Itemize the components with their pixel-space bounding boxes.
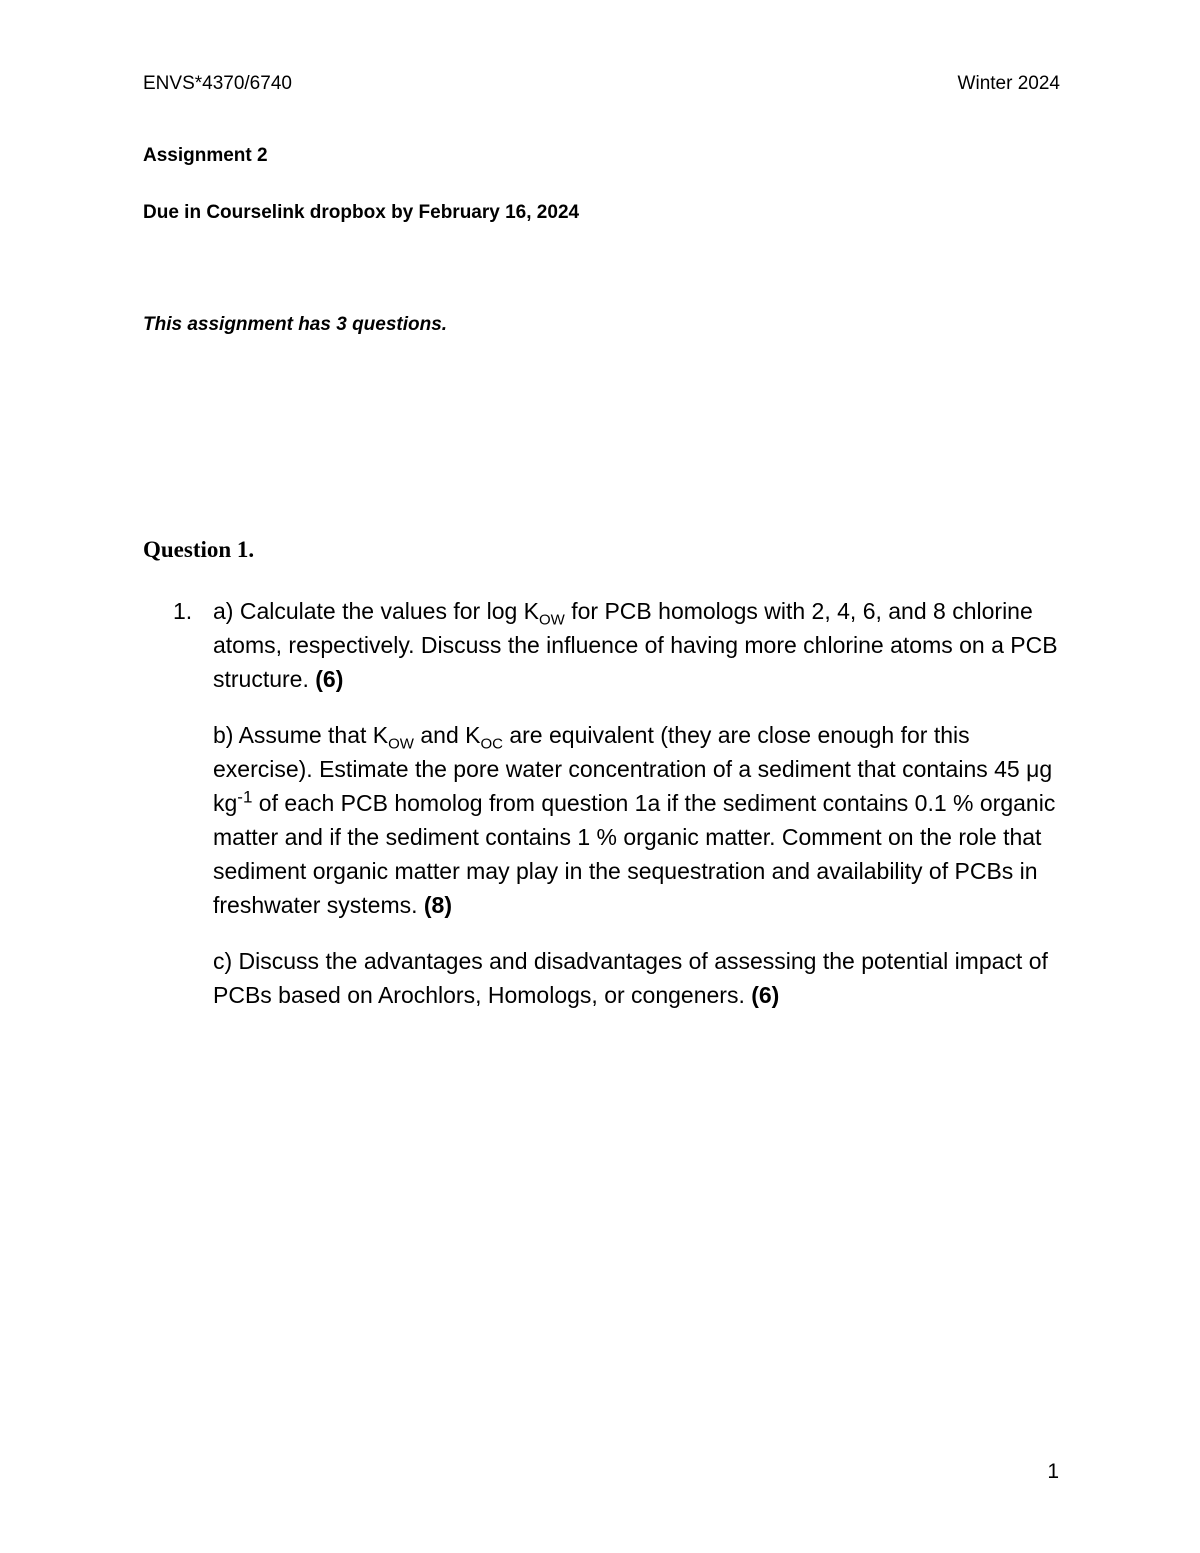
question-1-heading: Question 1. xyxy=(143,537,255,562)
question-count-note: This assignment has 3 questions. xyxy=(143,314,448,335)
part-a-marks: (6) xyxy=(315,666,344,692)
part-b xyxy=(213,718,1073,922)
list-number: 1. xyxy=(173,598,193,624)
part-b-marks: (8) xyxy=(423,892,453,918)
question-1-body xyxy=(213,594,1073,1034)
assignment-title: Assignment 2 xyxy=(143,145,268,166)
part-a xyxy=(213,594,1073,696)
part-c-text: c) Discuss the advantages and disadvantages of assessing the potential impact of PCBs based on Arochlors, Homologs, or congeners. (6) xyxy=(213,948,1048,1008)
part-b-text: b) Assume that $K_{OW}$ and $K_{OC}$ are equivalent (they are close enough for this exercise). Estimate the pore water concentration of a sediment that contains 45 μg $kg^{-1}$ of each PCB homolog from question 1a if the sediment contains 0.1 % organic matter and if the sediment contains 1 % organic matter. Comment on the role that sediment organic matter may play in the sequestration and availability of PCBs in freshwater systems. (8) xyxy=(213,722,1056,918)
part-a-text: a) Calculate the values for $\log K_{OW}$ for PCB homologs with 2, 4, 6, and 8 chlorine atoms, respectively. Discuss the influence of having more chlorine atoms on a PCB structure. (6) xyxy=(213,598,1058,692)
term-label: Winter 2024 xyxy=(957,73,1060,94)
part-c-marks: (6) xyxy=(751,982,780,1008)
page-number: 1 xyxy=(1047,1460,1059,1483)
course-code: ENVS*4370/6740 xyxy=(143,73,292,94)
due-date-line: Due in Courselink dropbox by February 16, 2024 xyxy=(143,202,580,223)
part-c xyxy=(213,944,1073,1012)
